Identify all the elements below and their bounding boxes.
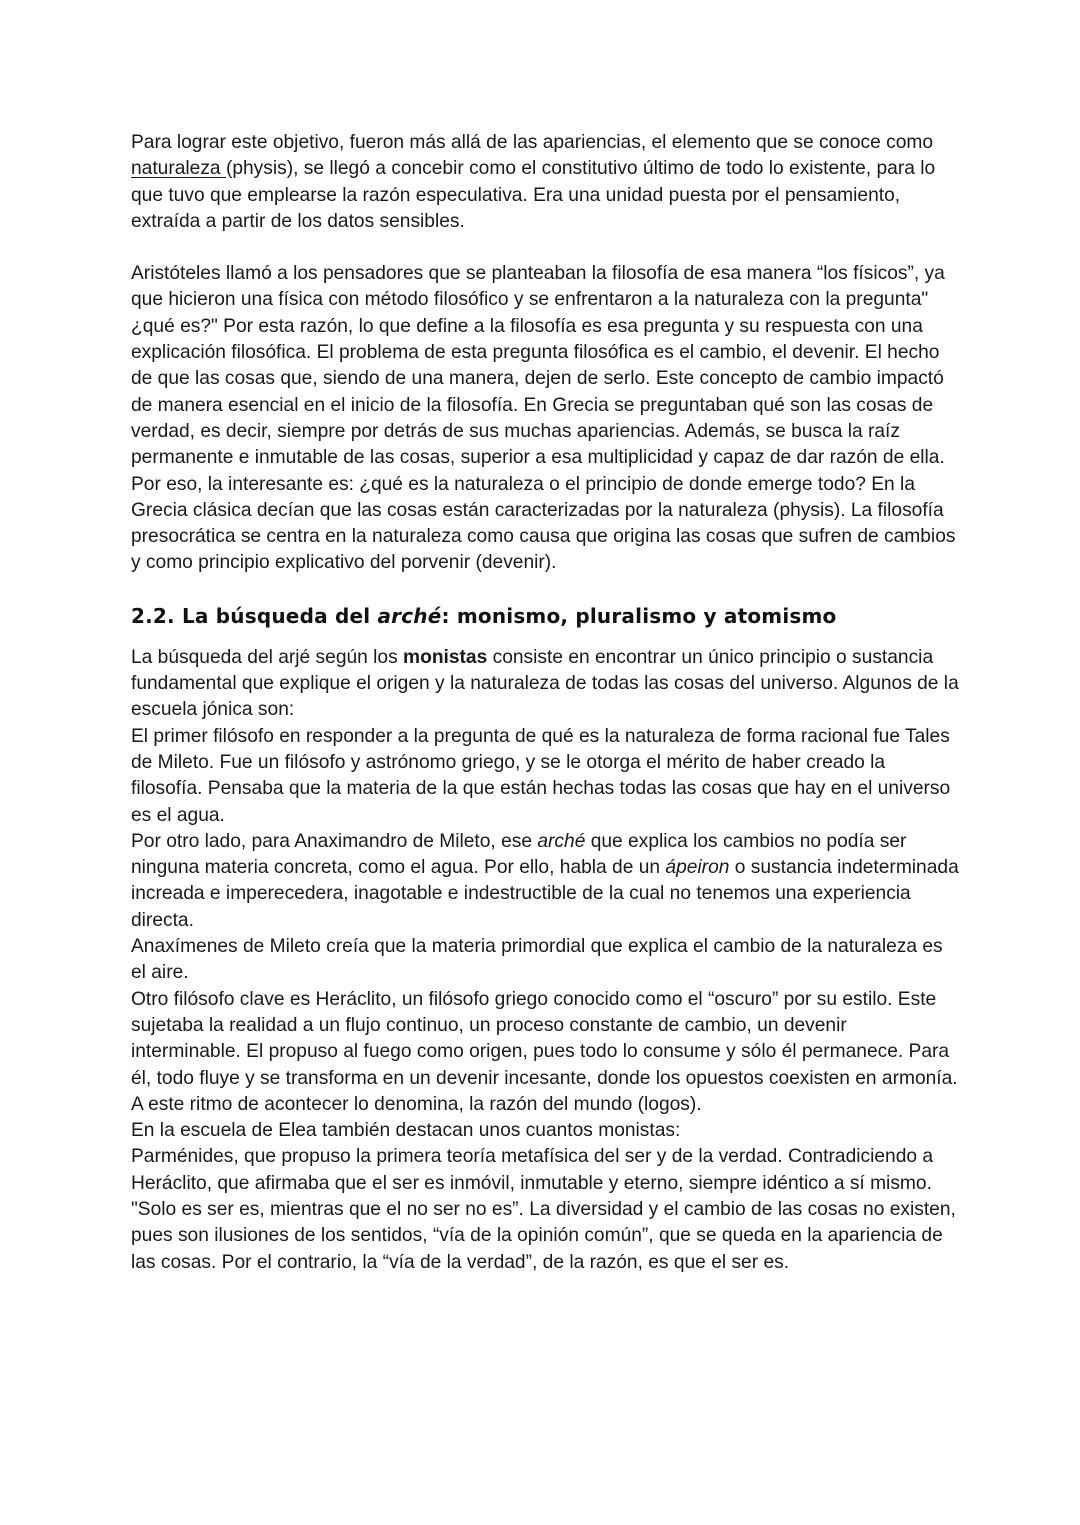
- section-heading-text-a: 2.2. La búsqueda del: [131, 603, 378, 628]
- paragraph-physis-text-a: Para lograr este objetivo, fueron más allá de las apariencias, el elemento que se conoce como: [131, 132, 934, 153]
- paragraph-anaximandro-text-b: que explica los cambios no podía ser ninguna materia concreta, como el agua. Por ello, habla de un: [131, 830, 907, 879]
- paragraph-heraclito: Otro filósofo clave es Heráclito, un filósofo griego conocido como el “oscuro” por su estilo. Este sujetaba la realidad a un flujo continuo, un proceso constante de cambio, un devenir interminable. El propuso al fuego como origen, pues todo lo consume y sólo él permanece. Para él, todo fluye y se transforma en un devenir incesante, donde los opuestos coexisten en armonía. A este ritmo de acontecer lo denomina, la razón del mundo (logos).: [131, 988, 958, 1115]
- paragraph-anaximenes: Anaxímenes de Mileto creía que la materia primordial que explica el cambio de la naturaleza es el aire.: [131, 936, 943, 984]
- paragraph-physis-text-b: (physis), se llegó a concebir como el constitutivo último de todo lo existente, para lo que tuvo que emplearse la razón especulativa. Era una unidad puesta por el pensamiento, extraída a partir de los datos sensibles.: [131, 158, 936, 232]
- monistas-bold: monistas: [403, 646, 488, 668]
- section-heading: [131, 601, 961, 631]
- section-heading-text-b: : monismo, pluralismo y atomismo: [441, 603, 837, 628]
- paragraph-anaximandro: [131, 829, 961, 934]
- paragraph-anaximandro-text-a: Por otro lado, para Anaximandro de Mileto, ese: [131, 830, 538, 852]
- paragraph-spacer: [131, 577, 961, 601]
- document-page: [131, 130, 961, 1276]
- paragraph-elea: En la escuela de Elea también destacan unos cuantos monistas:: [131, 1120, 681, 1142]
- paragraph-spacer: [131, 631, 961, 645]
- paragraph-parmenides: Parménides, que propuso la primera teoría metafísica del ser y de la verdad. Contradiciendo a Heráclito, que afirmaba que el ser es inmóvil, inmutable y eterno, siempre idéntico a sí mismo. "Solo es ser es, mientras que el no ser no es”. La diversidad y el cambio de las cosas no existen, pues son ilusiones de los sentidos, “vía de la opinión común”, que se queda en la apariencia de las cosas. Por el contrario, la “vía de la verdad”, de la razón, es que el ser es.: [131, 1146, 956, 1273]
- paragraph-monistas-text-a: La búsqueda del arjé según los: [131, 646, 404, 668]
- paragraph-tales: El primer filósofo en responder a la pregunta de qué es la naturaleza de forma racional fue Tales de Mileto. Fue un filósofo y astrónomo griego, y se le otorga el mérito de haber creado la filosofía. Pensaba que la materia de la que están hechas todas las cosas que hay en el universo es el agua.: [131, 725, 951, 826]
- section-heading-arche: arché: [377, 603, 442, 628]
- apeiron-italic: ápeiron: [665, 857, 730, 879]
- paragraph-spacer: [131, 235, 961, 261]
- paragraph-monistas: [131, 645, 961, 724]
- arche-italic: arché: [537, 830, 586, 852]
- paragraph-physis: [131, 130, 961, 235]
- naturaleza-underlined: naturaleza: [131, 158, 226, 180]
- paragraph-aristoteles: Aristóteles llamó a los pensadores que se planteaban la filosofía de esa manera “los físicos”, ya que hicieron una física con método filosófico y se enfrentaron a la naturaleza con la pregunta" ¿qué es?" Por esta razón, lo que define a la filosofía es esa pregunta y su respuesta con una explicación filosófica. El problema de esta pregunta filosófica es el cambio, el devenir. El hecho de que las cosas que, siendo de una manera, dejen de serlo. Este concepto de cambio impactó de manera esencial en el inicio de la filosofía. En Grecia se preguntaban qué son las cosas de verdad, es decir, siempre por detrás de sus muchas apariencias. Además, se busca la raíz permanente e inmutable de las cosas, superior a esa multiplicidad y capaz de dar razón de ella. Por eso, la interesante es: ¿qué es la naturaleza o el principio de donde emerge todo? En la Grecia clásica decían que las cosas están caracterizadas por la naturaleza (physis). La filosofía presocrática se centra en la naturaleza como causa que origina las cosas que sufren de cambios y como principio explicativo del porvenir (devenir).: [131, 263, 956, 574]
- paragraph-anaximandro-text-c: o sustancia indeterminada increada e imperecedera, inagotable e indestructible de la cual no tenemos una experiencia directa.: [131, 857, 959, 931]
- paragraph-monistas-text-b: consiste en encontrar un único principio o sustancia fundamental que explique el origen y la naturaleza de todas las cosas del universo. Algunos de la escuela jónica son:: [131, 646, 959, 721]
